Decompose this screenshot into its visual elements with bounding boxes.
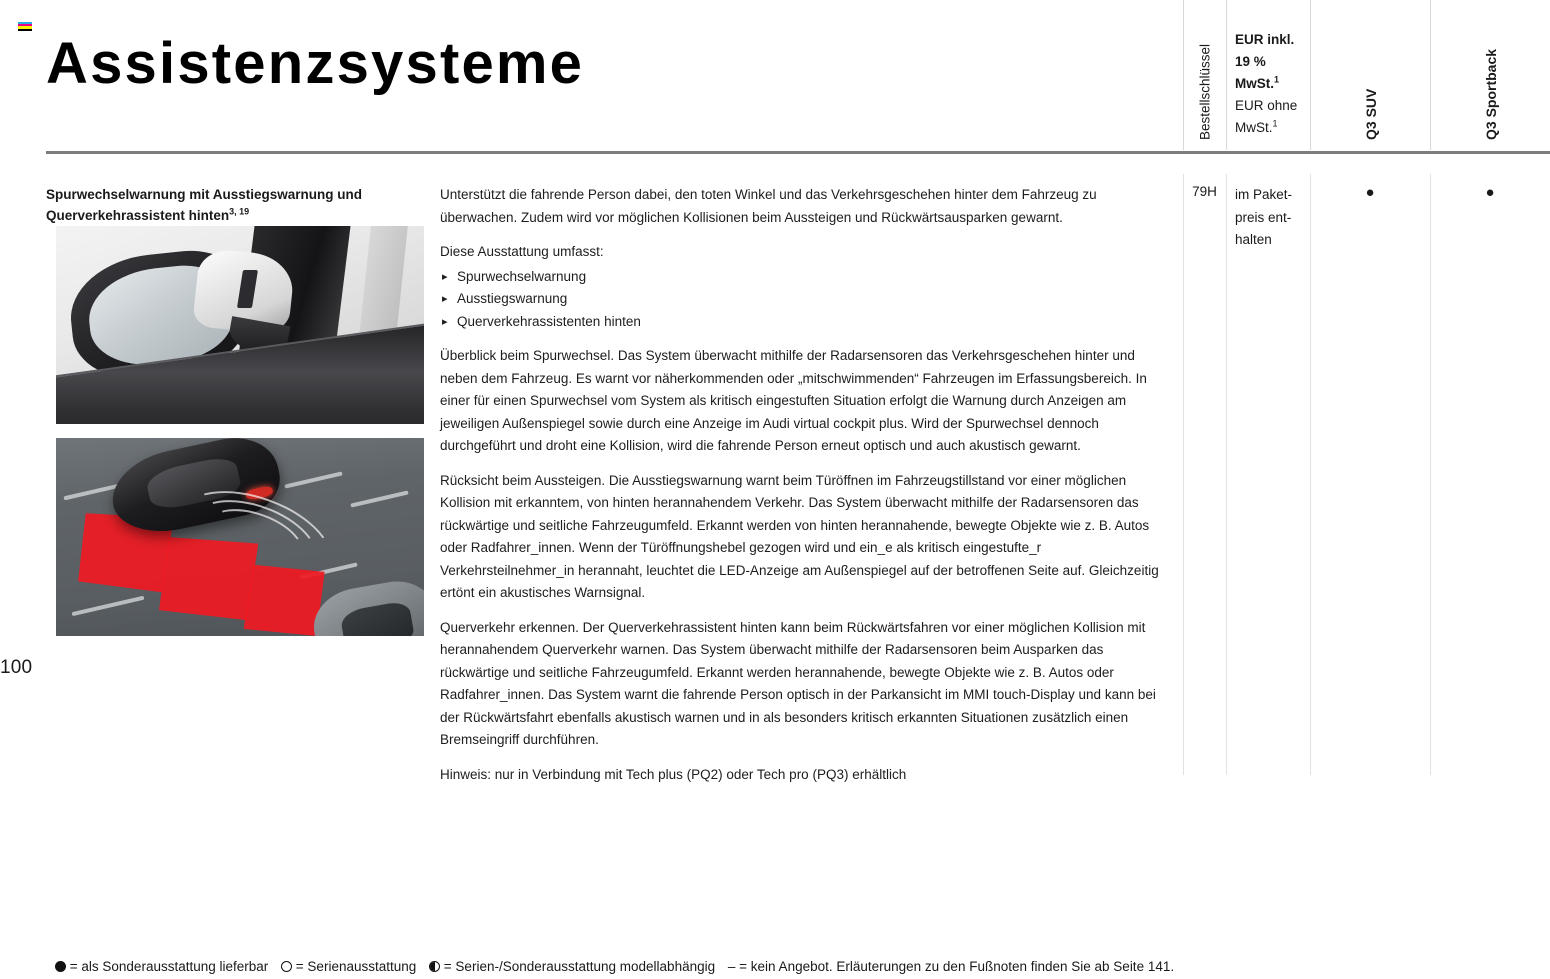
legend-half-circle-icon	[429, 961, 440, 972]
feature-title	[46, 184, 426, 226]
cell-price-line2: preis ent-	[1235, 209, 1292, 225]
body-column-bestellschluessel	[1183, 174, 1226, 775]
feature-title-footnote: 3, 19	[229, 206, 250, 217]
paragraph-intro: Unterstützt die fahrende Person dabei, den toten Winkel und das Verkehrsgeschehen hinter dem Fahrzeug zu überwachen. Zudem wird vor möglichen Kollisionen beim Aussteigen und Rückwärtsausparken gewarnt.	[440, 187, 1097, 225]
paragraph-ausstieg: Rücksicht beim Aussteigen. Die Ausstiegswarnung warnt beim Türöffnen im Fahrzeugstillstand vor einer möglichen Kollision mit erkanntem, von hinten herannahendem Verkehr. Das System überwacht mithilfe der Radarsensoren das rückwärtige und seitliche Fahrzeugumfeld. Erkannt werden von hinten herannahende, bewegte Objekte wie z. B. Autos oder Radfahrer_innen. Wenn der Türöffnungshebel gezogen wird und ein_e als kritisch eingestufte_r Verkehrsteilnehmer_in herannaht, leuchtet die LED-Anzeige am Außenspiegel auf der betroffenen Seite auf. Gleichzeitig ertönt ein akustisches Warnsignal.	[440, 472, 1159, 600]
cell-bestellschluessel: 79H	[1192, 184, 1217, 199]
legend-open-circle-icon	[281, 961, 292, 972]
legend-dash-icon: –	[727, 959, 736, 974]
price-header-line1: EUR inkl.	[1235, 32, 1295, 47]
legend-text-2: = Serienausstattung	[295, 959, 417, 974]
feature-description	[440, 184, 1175, 798]
column-header-price	[1226, 0, 1310, 150]
cell-availability-q3-suv: ●	[1365, 184, 1375, 201]
body-column-price	[1226, 174, 1310, 775]
list-item: ▸ Ausstiegswarnung	[440, 288, 1175, 311]
paragraph-hinweis: Hinweis: nur in Verbindung mit Tech plus (PQ2) oder Tech pro (PQ3) erhältlich	[440, 766, 907, 782]
footer-legend	[55, 958, 1174, 976]
paragraph-spurwechsel: Überblick beim Spurwechsel. Das System überwacht mithilfe der Radarsensoren das Verkehrsgeschehen hinter und neben dem Fahrzeug. Es warnt vor näherkommenden oder „mitschwimmenden“ Fahrzeugen im Erfassungsbereich. In einer für einen Spurwechsel vom System als kritisch eingestuften Situation erfolgt die Warnung durch Anzeigen am jeweiligen Außenspiegel sowie durch eine Anzeige im Audi virtual cockpit plus. Wird der Spurwechsel dennoch durchgeführt und droht eine Kollision, wird die fahrende Person erneut optisch und auch akustisch gewarnt.	[440, 348, 1147, 453]
column-header-q3-suv	[1310, 0, 1430, 150]
column-header-q3-suv-label: Q3 SUV	[1362, 88, 1379, 140]
price-header-line4-footnote: 1	[1272, 118, 1278, 129]
price-header-line4: MwSt.	[1235, 120, 1273, 135]
legend-filled-circle-icon	[55, 961, 66, 972]
column-header-q3-sportback	[1430, 0, 1550, 150]
header-separator-rule	[46, 151, 1550, 154]
legend-text-4: = kein Angebot. Erläuterungen zu den Fußnoten finden Sie ab Seite 141.	[739, 959, 1175, 974]
table-body	[46, 174, 1550, 782]
page-number: 100	[0, 657, 33, 678]
column-header-bestellschluessel	[1183, 0, 1226, 150]
legend-text-1: = als Sonderausstattung lieferbar	[69, 959, 269, 974]
list-item: ▸ Querverkehrassistenten hinten	[440, 311, 1175, 334]
column-header-q3-sportback-label: Q3 Sportback	[1482, 48, 1499, 140]
list-item: ▸ Spurwechselwarnung	[440, 266, 1175, 289]
includes-list	[440, 266, 1175, 334]
feature-title-line2: Querverkehrassistent hinten	[46, 208, 230, 223]
exterior-mirror-photo	[56, 226, 424, 424]
price-header-line2-footnote: 1	[1274, 74, 1280, 85]
column-header-bestellschluessel-label: Bestellschlüssel	[1197, 43, 1213, 140]
rear-cross-traffic-illustration	[56, 438, 424, 636]
cell-price	[1226, 184, 1310, 252]
legend-text-3: = Serien-/Sonderausstattung modellabhängig	[443, 959, 716, 974]
price-header-line3: EUR ohne	[1235, 98, 1298, 113]
body-column-q3-suv	[1310, 174, 1430, 775]
cmyk-registration-mark	[18, 22, 32, 33]
paragraph-querverkehr: Querverkehr erkennen. Der Querverkehrassistent hinten kann beim Rückwärtsfahren vor einer möglichen Kollision mit herannahendem Querverkehr warnen. Das System überwacht mithilfe der Radarsensoren beim Ausparken das rückwärtige und seitliche Fahrzeugumfeld. Erkannt werden herannahende, bewegte Objekte wie z. B. Autos oder Radfahrer_innen. Das System warnt die fahrende Person optisch in der Parkansicht im MMI touch-Display und kann bei der Rückwärtsfahrt ebenfalls akustisch warnen und in als besonders kritisch erkannten Situationen zusätzlich einen Bremseingriff durchführen.	[440, 619, 1156, 747]
table-header	[1183, 0, 1550, 150]
cell-availability-q3-sportback: ●	[1485, 184, 1495, 201]
body-column-q3-sportback	[1430, 174, 1550, 775]
page-title: Assistenzsysteme	[46, 30, 585, 96]
includes-heading: Diese Ausstattung umfasst:	[440, 244, 604, 259]
feature-title-line1: Spurwechselwarnung mit Ausstiegswarnung und	[46, 187, 363, 202]
price-header-line2: 19 % MwSt.	[1235, 54, 1274, 91]
cell-price-line3: halten	[1235, 232, 1272, 247]
cell-price-line1: im Paket-	[1235, 187, 1293, 202]
